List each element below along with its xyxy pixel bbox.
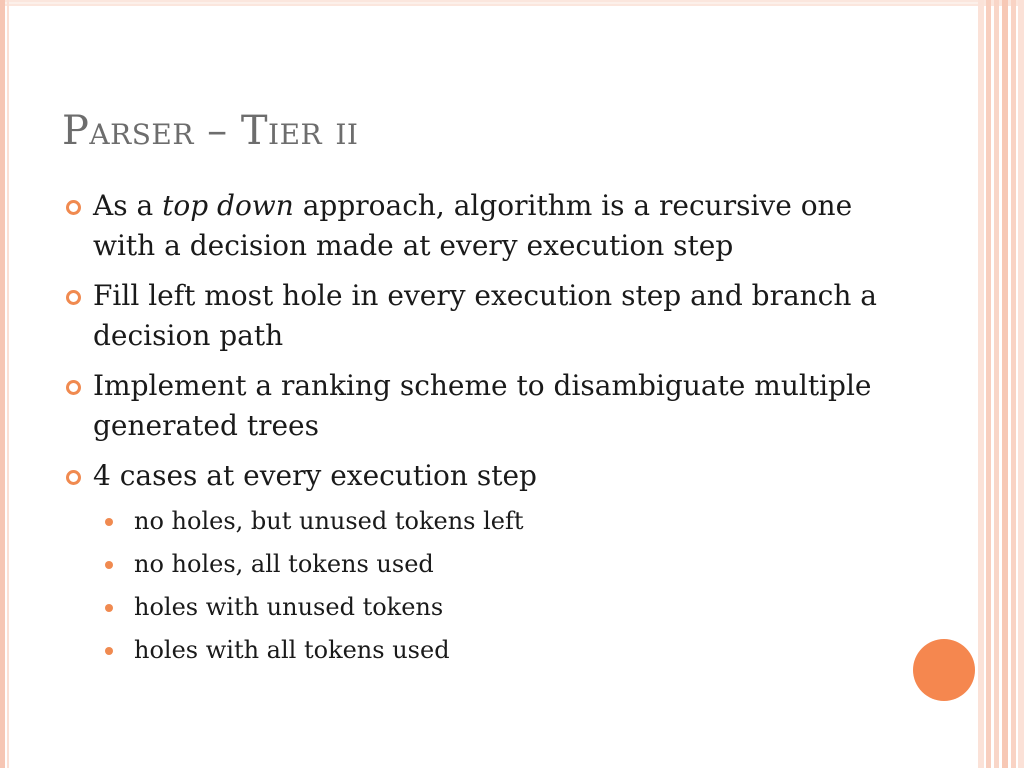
bullet-item (62, 456, 892, 496)
ring-bullet-icon (66, 380, 81, 395)
sub-bullet-item (62, 629, 892, 672)
sub-bullet-text: no holes, but unused tokens left (134, 507, 524, 535)
bullet-list (62, 186, 892, 672)
right-border-stripe (1018, 0, 1024, 768)
left-border-stripe-thin (7, 0, 9, 768)
sub-bullet-item (62, 543, 892, 586)
sub-bullet-text: holes with unused tokens (134, 593, 444, 621)
left-border-stripe (0, 0, 5, 768)
ring-bullet-icon (66, 470, 81, 485)
right-border-stripe (1011, 0, 1016, 768)
bullet-text: Implement a ranking scheme to disambiguate multiple generated trees (93, 369, 872, 442)
dot-bullet-icon (105, 518, 113, 526)
sub-bullet-list (62, 500, 892, 672)
bullet-item (62, 186, 892, 266)
right-border-stripe (978, 0, 984, 768)
ring-bullet-icon (66, 200, 81, 215)
right-border-stripe (994, 0, 999, 768)
bullet-text-before: As a (93, 189, 163, 222)
right-border-stripe (1002, 0, 1008, 768)
top-border-line (0, 2, 980, 4)
dot-bullet-icon (105, 561, 113, 569)
orange-circle-decoration (913, 639, 975, 701)
sub-bullet-item (62, 500, 892, 543)
sub-bullet-item (62, 586, 892, 629)
right-border-stripe (986, 0, 991, 768)
bullet-text: Fill left most hole in every execution step and branch a decision path (93, 279, 877, 352)
bullet-item (62, 276, 892, 356)
bullet-text-after: approach, algorithm is a recursive one with a decision made at every execution step (93, 189, 853, 262)
bullet-text (93, 189, 852, 262)
bullet-text-emphasis: top down (162, 189, 294, 222)
ring-bullet-icon (66, 290, 81, 305)
slide-title: Parser – Tier ii (62, 108, 359, 154)
sub-bullet-text: holes with all tokens used (134, 636, 450, 664)
bullet-item (62, 366, 892, 446)
bullet-text: 4 cases at every execution step (93, 459, 537, 492)
dot-bullet-icon (105, 647, 113, 655)
sub-bullet-text: no holes, all tokens used (134, 550, 434, 578)
dot-bullet-icon (105, 604, 113, 612)
